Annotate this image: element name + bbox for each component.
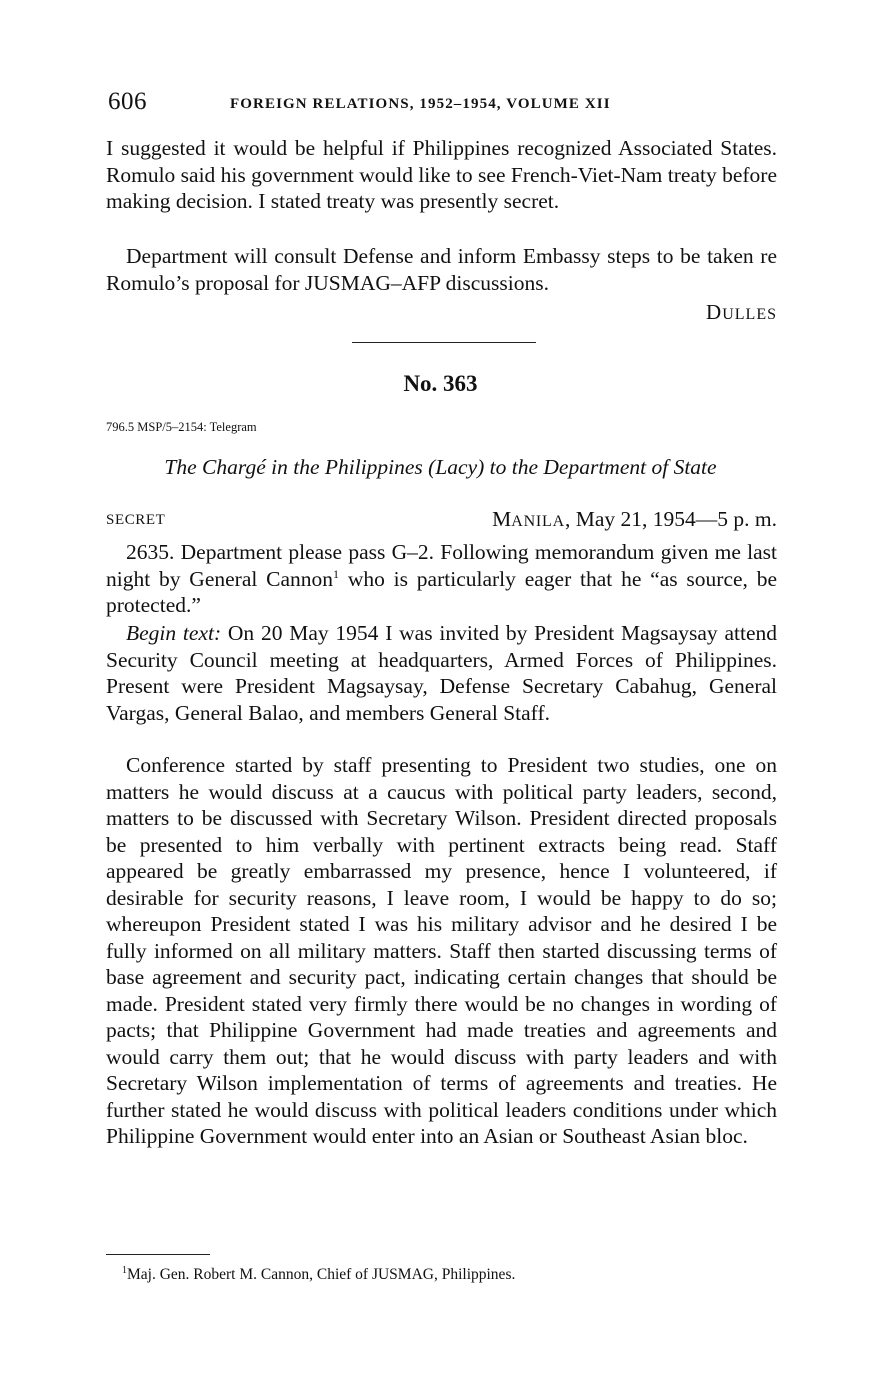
signature-rest: ULLES: [722, 306, 777, 323]
place-date: [492, 507, 777, 532]
section-divider: [352, 342, 536, 343]
signature-initial: D: [706, 300, 723, 324]
prev-doc-paragraph-1: I suggested it would be helpful if Philippines recognized Associated States. Romulo said his government would like to see French-Viet-Nam treaty before making decision. I stated treaty was presently secret.: [106, 136, 778, 213]
page-header: [108, 88, 788, 118]
footnote-reference: 1: [333, 566, 340, 581]
body-paragraph-2: [106, 620, 777, 726]
running-head: FOREIGN RELATIONS, 1952–1954, VOLUME XII: [230, 96, 611, 112]
document-number: No. 363: [403, 371, 478, 396]
begin-text-label: Begin text:: [126, 621, 222, 645]
paragraph-2-text: On 20 May 1954 I was invited by President Magsaysay attend Security Council meeting at headquarters, Armed Forces of Philippines. Present were President Magsaysay, Defense Secretary Cabahug, General Vargas, General Balao, and members General Staff.: [106, 621, 777, 725]
classification-label: SECRET: [106, 512, 166, 528]
place-rest: ANILA: [511, 513, 565, 530]
document-title: The Chargé in the Philippines (Lacy) to the Department of State: [164, 455, 717, 479]
footnote: [122, 1266, 515, 1284]
page-number: 606: [108, 88, 147, 115]
file-reference: 796.5 MSP/5–2154: Telegram: [106, 420, 257, 434]
footnote-mark: 1: [122, 1264, 127, 1276]
footnote-rule: [106, 1254, 210, 1255]
prev-doc-paragraph-2: Department will consult Defense and inform Embassy steps to be taken re Romulo’s proposal for JUSMAG–AFP discussions.: [106, 244, 777, 295]
date: , May 21, 1954—5 p. m.: [564, 507, 777, 531]
signature: [706, 300, 777, 325]
place-initial: M: [492, 507, 512, 531]
paragraph-1-text: 2635. Department please pass G–2. Following memorandum given me last night by General Cannon: [106, 540, 777, 591]
body-paragraph-1: [106, 539, 777, 619]
footnote-text: Maj. Gen. Robert M. Cannon, Chief of JUSMAG, Philippines.: [127, 1266, 516, 1283]
body-paragraph-3: Conference started by staff presenting to President two studies, one on matters he would discuss at a caucus with political party leaders, second, matters to be discussed with Secretary Wilson. President directed proposals be presented to him verbally with pertinent extracts being read. Staff appeared be greatly embarrassed my presence, hence I volunteered, if desirable for security reasons, I leave room, I would be happy to do so; whereupon President stated I was his military advisor and he desired I be fully informed on all military matters. Staff then started discussing terms of base agreement and security pact, indicating certain changes that should be made. President stated very firmly there would be no changes in wording of pacts; that Philippine Government had made treaties and agreements and would carry them out; that he would discuss with party leaders and with Secretary Wilson implementation of terms of agreements and treaties. He further stated he would discuss with political leaders conditions under which Philippine Government would enter into an Asian or Southeast Asian bloc.: [106, 753, 777, 1148]
paragraph-1-tail: who is particularly eager that he “as source, be protected.”: [106, 566, 777, 617]
